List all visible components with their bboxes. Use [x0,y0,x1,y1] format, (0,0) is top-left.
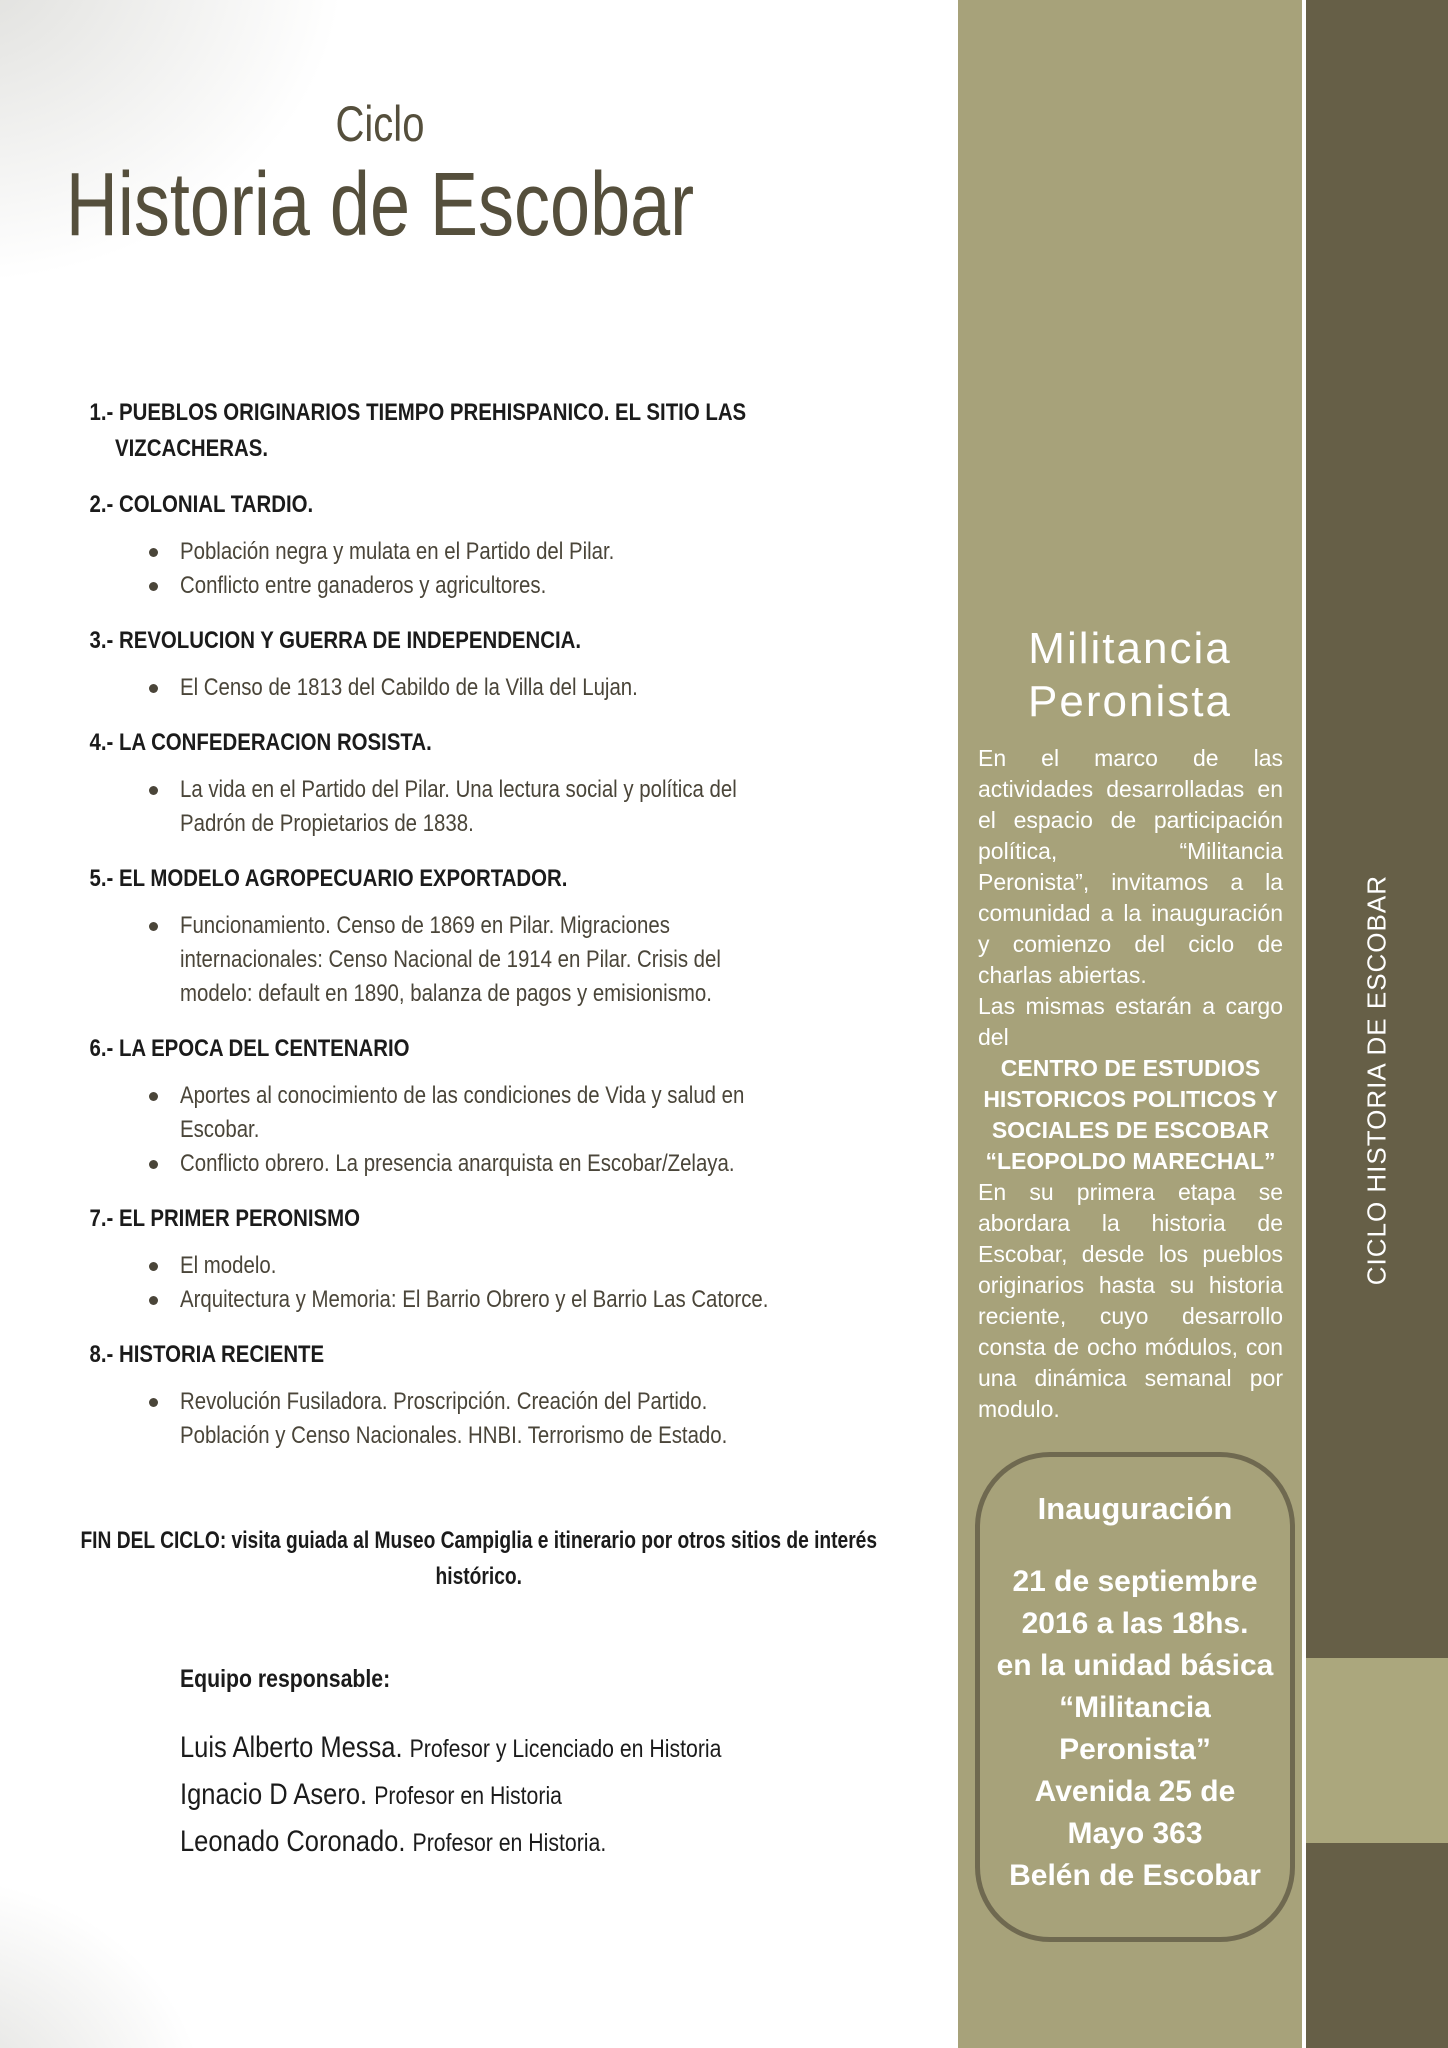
module-heading-text: 2.- COLONIAL TARDIO. [89,491,314,518]
module-bullet-list [85,671,785,705]
team-members [180,1725,900,1866]
inauguration-line: 2016 a las 18hs. [1021,1607,1249,1640]
inauguration-line: Avenida 25 de [1034,1775,1236,1808]
team-member-role: Profesor en Historia [374,1782,562,1810]
module-heading-text: 1.- PUEBLOS ORIGINARIOS TIEMPO PREHISPANICO. EL SITIO LAS VIZCACHERAS. [89,399,747,462]
module-heading [85,861,785,897]
module-heading [85,623,785,659]
module [85,395,785,467]
module-bullet-text: Población negra y mulata en el Partido del Pilar. [180,538,615,565]
module-bullet-list [85,909,785,1011]
cycle-kicker-text: Ciclo [335,96,425,152]
module-bullet [85,1249,785,1283]
team-member-name: Luis Alberto Messa. [180,1731,410,1764]
team-member-role: Profesor en Historia. [412,1829,607,1857]
module-bullet [85,773,785,841]
sidebar-title: Militancia Peronista [1028,624,1232,726]
cycle-kicker [0,95,760,153]
module-heading-text: 4.- LA CONFEDERACION ROSISTA. [89,729,432,756]
module-heading-text: 3.- REVOLUCION Y GUERRA DE INDEPENDENCIA. [89,627,582,654]
module-bullet [85,1147,785,1181]
inauguration-line: en la unidad básica [996,1649,1274,1682]
team-member-text [180,1725,940,1772]
team-member-text [180,1819,940,1866]
module-bullet [85,671,785,705]
module-bullet-text: El modelo. [180,1252,277,1279]
inauguration-box [975,1452,1295,1942]
sidebar-stage: En su primera etapa se abordara la historia de Escobar, desde los pueblos originarios hasta su historia reciente, cuyo desarrollo consta de ocho módulos, con una dinámica semanal por modulo. [978,1179,1283,1422]
module-bullet-list [85,1249,785,1317]
module-heading-text: 5.- EL MODELO AGROPECUARIO EXPORTADOR. [89,865,568,892]
module-heading-text: 8.- HISTORIA RECIENTE [89,1341,325,1368]
team-member-name: Leonado Coronado. [180,1825,413,1858]
cycle-end-note [40,1523,918,1595]
module [85,725,785,841]
module [85,861,785,1011]
inauguration-line: Peronista” [1059,1733,1211,1766]
sidebar-center-block [978,1053,1283,1177]
module [85,1337,785,1453]
sidebar-center-line: “LEOPOLDO MARECHAL” [985,1148,1276,1174]
module-bullet-text: La vida en el Partido del Pilar. Una lectura social y política del Padrón de Propietarios de 1838. [180,776,737,837]
module-bullet-text: Funcionamiento. Censo de 1869 en Pilar. Migraciones internacionales: Censo Nacional de 1914 en Pilar. Crisis del modelo: default en 1890, balanza de pagos y emisionismo. [180,912,721,1007]
inauguration-title: Inauguración [1037,1491,1233,1526]
module-heading [85,1031,785,1067]
team-section [180,1661,900,1866]
module-bullet-text: Arquitectura y Memoria: El Barrio Obrero y el Barrio Las Catorce. [180,1286,769,1313]
module-heading [85,1201,785,1237]
sidebar-intro: En el marco de las actividades desarrolladas en el espacio de participación política, “Militancia Peronista”, invitamos a la comunidad a la inauguración y comienzo del ciclo de charlas abiertas. [978,745,1283,988]
page-title-text: Historia de Escobar [65,155,695,255]
sidebar-cargo: Las mismas estarán a cargo del [978,993,1283,1050]
module-bullet [85,535,785,569]
team-member [180,1772,940,1819]
module-bullet [85,569,785,603]
sidebar [958,0,1302,2048]
sidebar-center-line: HISTORICOS POLITICOS Y [983,1086,1278,1112]
module-heading [85,1337,785,1373]
module-bullet [85,1385,785,1453]
module-bullet-list [85,1385,785,1453]
module-heading-text: 6.- LA EPOCA DEL CENTENARIO [89,1035,410,1062]
team-member [180,1725,940,1772]
inauguration-line: Belén de Escobar [1009,1859,1261,1892]
team-heading-text: Equipo responsable: [180,1665,391,1693]
inauguration-line: “Militancia [1059,1691,1211,1724]
cycle-end-note-text: FIN DEL CICLO: visita guiada al Museo Campiglia e itinerario por otros sitios de interés histórico. [80,1527,878,1590]
sidebar-center-line: CENTRO DE ESTUDIOS [1000,1055,1261,1081]
team-member-text [180,1772,940,1819]
module [85,623,785,705]
module-bullet-text: Conflicto obrero. La presencia anarquista en Escobar/Zelaya. [180,1150,735,1177]
module-bullet [85,909,785,1011]
module-bullet-text: El Censo de 1813 del Cabildo de la Villa del Lujan. [180,674,638,701]
inauguration-line: Mayo 363 [1067,1817,1203,1850]
module [85,1201,785,1317]
module-bullet-text: Conflicto entre ganaderos y agricultores. [180,572,547,599]
module-heading [85,395,785,467]
module-list [85,395,785,1453]
team-member [180,1819,940,1866]
inauguration-details [980,1561,1290,1897]
inauguration-line: 21 de septiembre [1012,1565,1258,1598]
module-bullet-list [85,1079,785,1181]
right-strip-light-segment [1306,1658,1448,1843]
module-bullet-list [85,535,785,603]
module-bullet-list [85,773,785,841]
right-strip [1306,0,1448,2048]
module-bullet [85,1283,785,1317]
module-bullet [85,1079,785,1147]
module-heading-text: 7.- EL PRIMER PERONISMO [89,1205,361,1232]
module-heading [85,487,785,523]
title-block [0,95,760,253]
module-bullet-text: Aportes al conocimiento de las condiciones de Vida y salud en Escobar. [180,1082,745,1143]
page-title [0,157,760,253]
module [85,487,785,603]
module [85,1031,785,1181]
team-heading [180,1661,780,1697]
team-member-role: Profesor y Licenciado en Historia [409,1735,722,1763]
sidebar-body [978,743,1283,1425]
team-member-name: Ignacio D Asero. [180,1778,375,1811]
sidebar-center-line: SOCIALES DE ESCOBAR [991,1117,1270,1143]
module-heading [85,725,785,761]
module-bullet-text: Revolución Fusiladora. Proscripción. Creación del Partido. Población y Censo Nacionales. HNBI. Terrorismo de Estado. [180,1388,728,1449]
vertical-banner-text: CICLO HISTORIA DE ESCOBAR [1361,875,1392,1286]
